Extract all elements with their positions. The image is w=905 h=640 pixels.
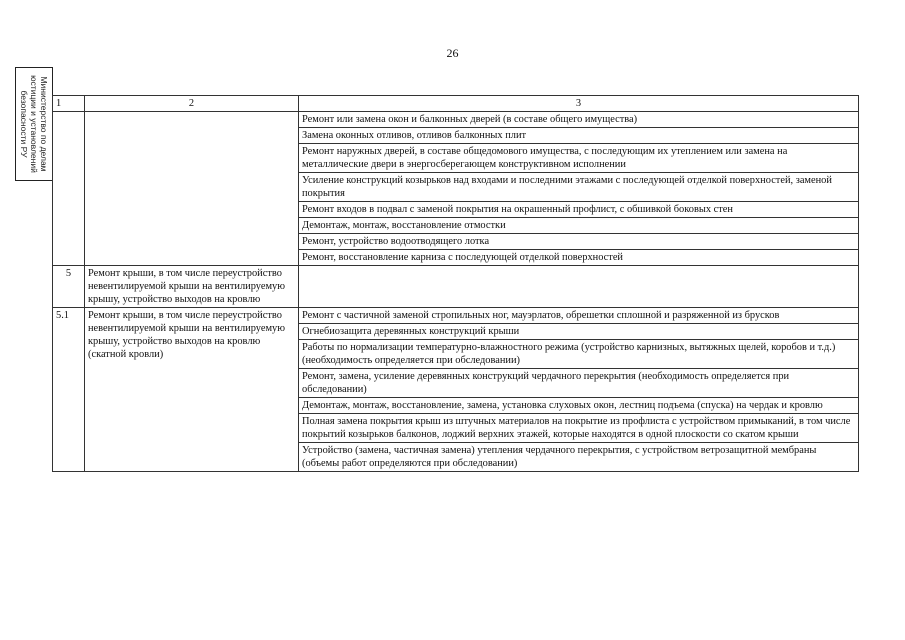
empty-title-cell bbox=[85, 112, 299, 266]
page-number: 26 bbox=[446, 46, 459, 60]
stamp-text: Министерство по делам юстиции и установлений безопасности РУ bbox=[19, 75, 49, 173]
work-item: Работы по нормализации температурно-влажностного режима (устройство карнизных, вытяжных щелей, коробов и т.д.) (необходимость определяется при обследовании) bbox=[299, 340, 859, 369]
work-item: Ремонт, восстановление карниза с последующей отделкой поверхностей bbox=[299, 250, 859, 266]
header-col-2: 2 bbox=[85, 96, 299, 112]
work-item: Ремонт наружных дверей, в составе общедомового имущества, с последующим их утеплением или замена на металлические двери в энергосберегающем конструктивном исполнении bbox=[299, 144, 859, 173]
row-number: 5 bbox=[53, 266, 85, 308]
work-item: Замена оконных отливов, отливов балконных плит bbox=[299, 128, 859, 144]
work-item: Ремонт с частичной заменой стропильных ног, мауэрлатов, обрешетки сплошной и разряженной из брусков bbox=[299, 308, 859, 324]
work-item: Ремонт или замена окон и балконных дверей (в составе общего имущества) bbox=[299, 112, 859, 128]
row-number: 5.1 bbox=[53, 308, 85, 472]
table-row bbox=[53, 112, 859, 128]
table-row-5 bbox=[53, 266, 859, 308]
work-item: Огнебиозащита деревянных конструкций крыши bbox=[299, 324, 859, 340]
work-item: Демонтаж, монтаж, восстановление, замена, установка слуховых окон, лестниц подъема (спуска) на чердак и кровлю bbox=[299, 398, 859, 414]
table-header-row bbox=[53, 96, 859, 112]
ministry-stamp bbox=[15, 67, 53, 181]
header-col-1: 1 bbox=[53, 96, 85, 112]
work-item: Усиление конструкций козырьков над входами и последними этажами с последующей отделкой поверхностей, заменой покрытия bbox=[299, 173, 859, 202]
row-title: Ремонт крыши, в том числе переустройство невентилируемой крыши на вентилируемую крышу, устройство выходов на кровлю bbox=[85, 266, 299, 308]
work-item: Устройство (замена, частичная замена) утепления чердачного перекрытия, с устройством ветрозащитной мембраны (объемы работ определяются при обследовании) bbox=[299, 443, 859, 472]
work-item: Ремонт входов в подвал с заменой покрытия на окрашенный профлист, с обшивкой боковых стен bbox=[299, 202, 859, 218]
work-item: Демонтаж, монтаж, восстановление отмостки bbox=[299, 218, 859, 234]
works-table bbox=[52, 95, 859, 472]
work-item: Ремонт, замена, усиление деревянных конструкций чердачного перекрытия (необходимость определяется при обследовании) bbox=[299, 369, 859, 398]
empty-num-cell bbox=[53, 112, 85, 266]
table-row-5-1 bbox=[53, 308, 859, 324]
work-item: Полная замена покрытия крыш из штучных материалов на покрытие из профлиста с устройством примыканий, в том числе покрытий козырьков балконов, лоджий верхних этажей, которые находятся в одной плоскости со скатом крыши bbox=[299, 414, 859, 443]
row-title: Ремонт крыши, в том числе переустройство невентилируемой крыши на вентилируемую крышу, устройство выходов на кровлю (скатной кровли) bbox=[85, 308, 299, 472]
empty-work-cell bbox=[299, 266, 859, 308]
header-col-3: 3 bbox=[299, 96, 859, 112]
work-item: Ремонт, устройство водоотводящего лотка bbox=[299, 234, 859, 250]
